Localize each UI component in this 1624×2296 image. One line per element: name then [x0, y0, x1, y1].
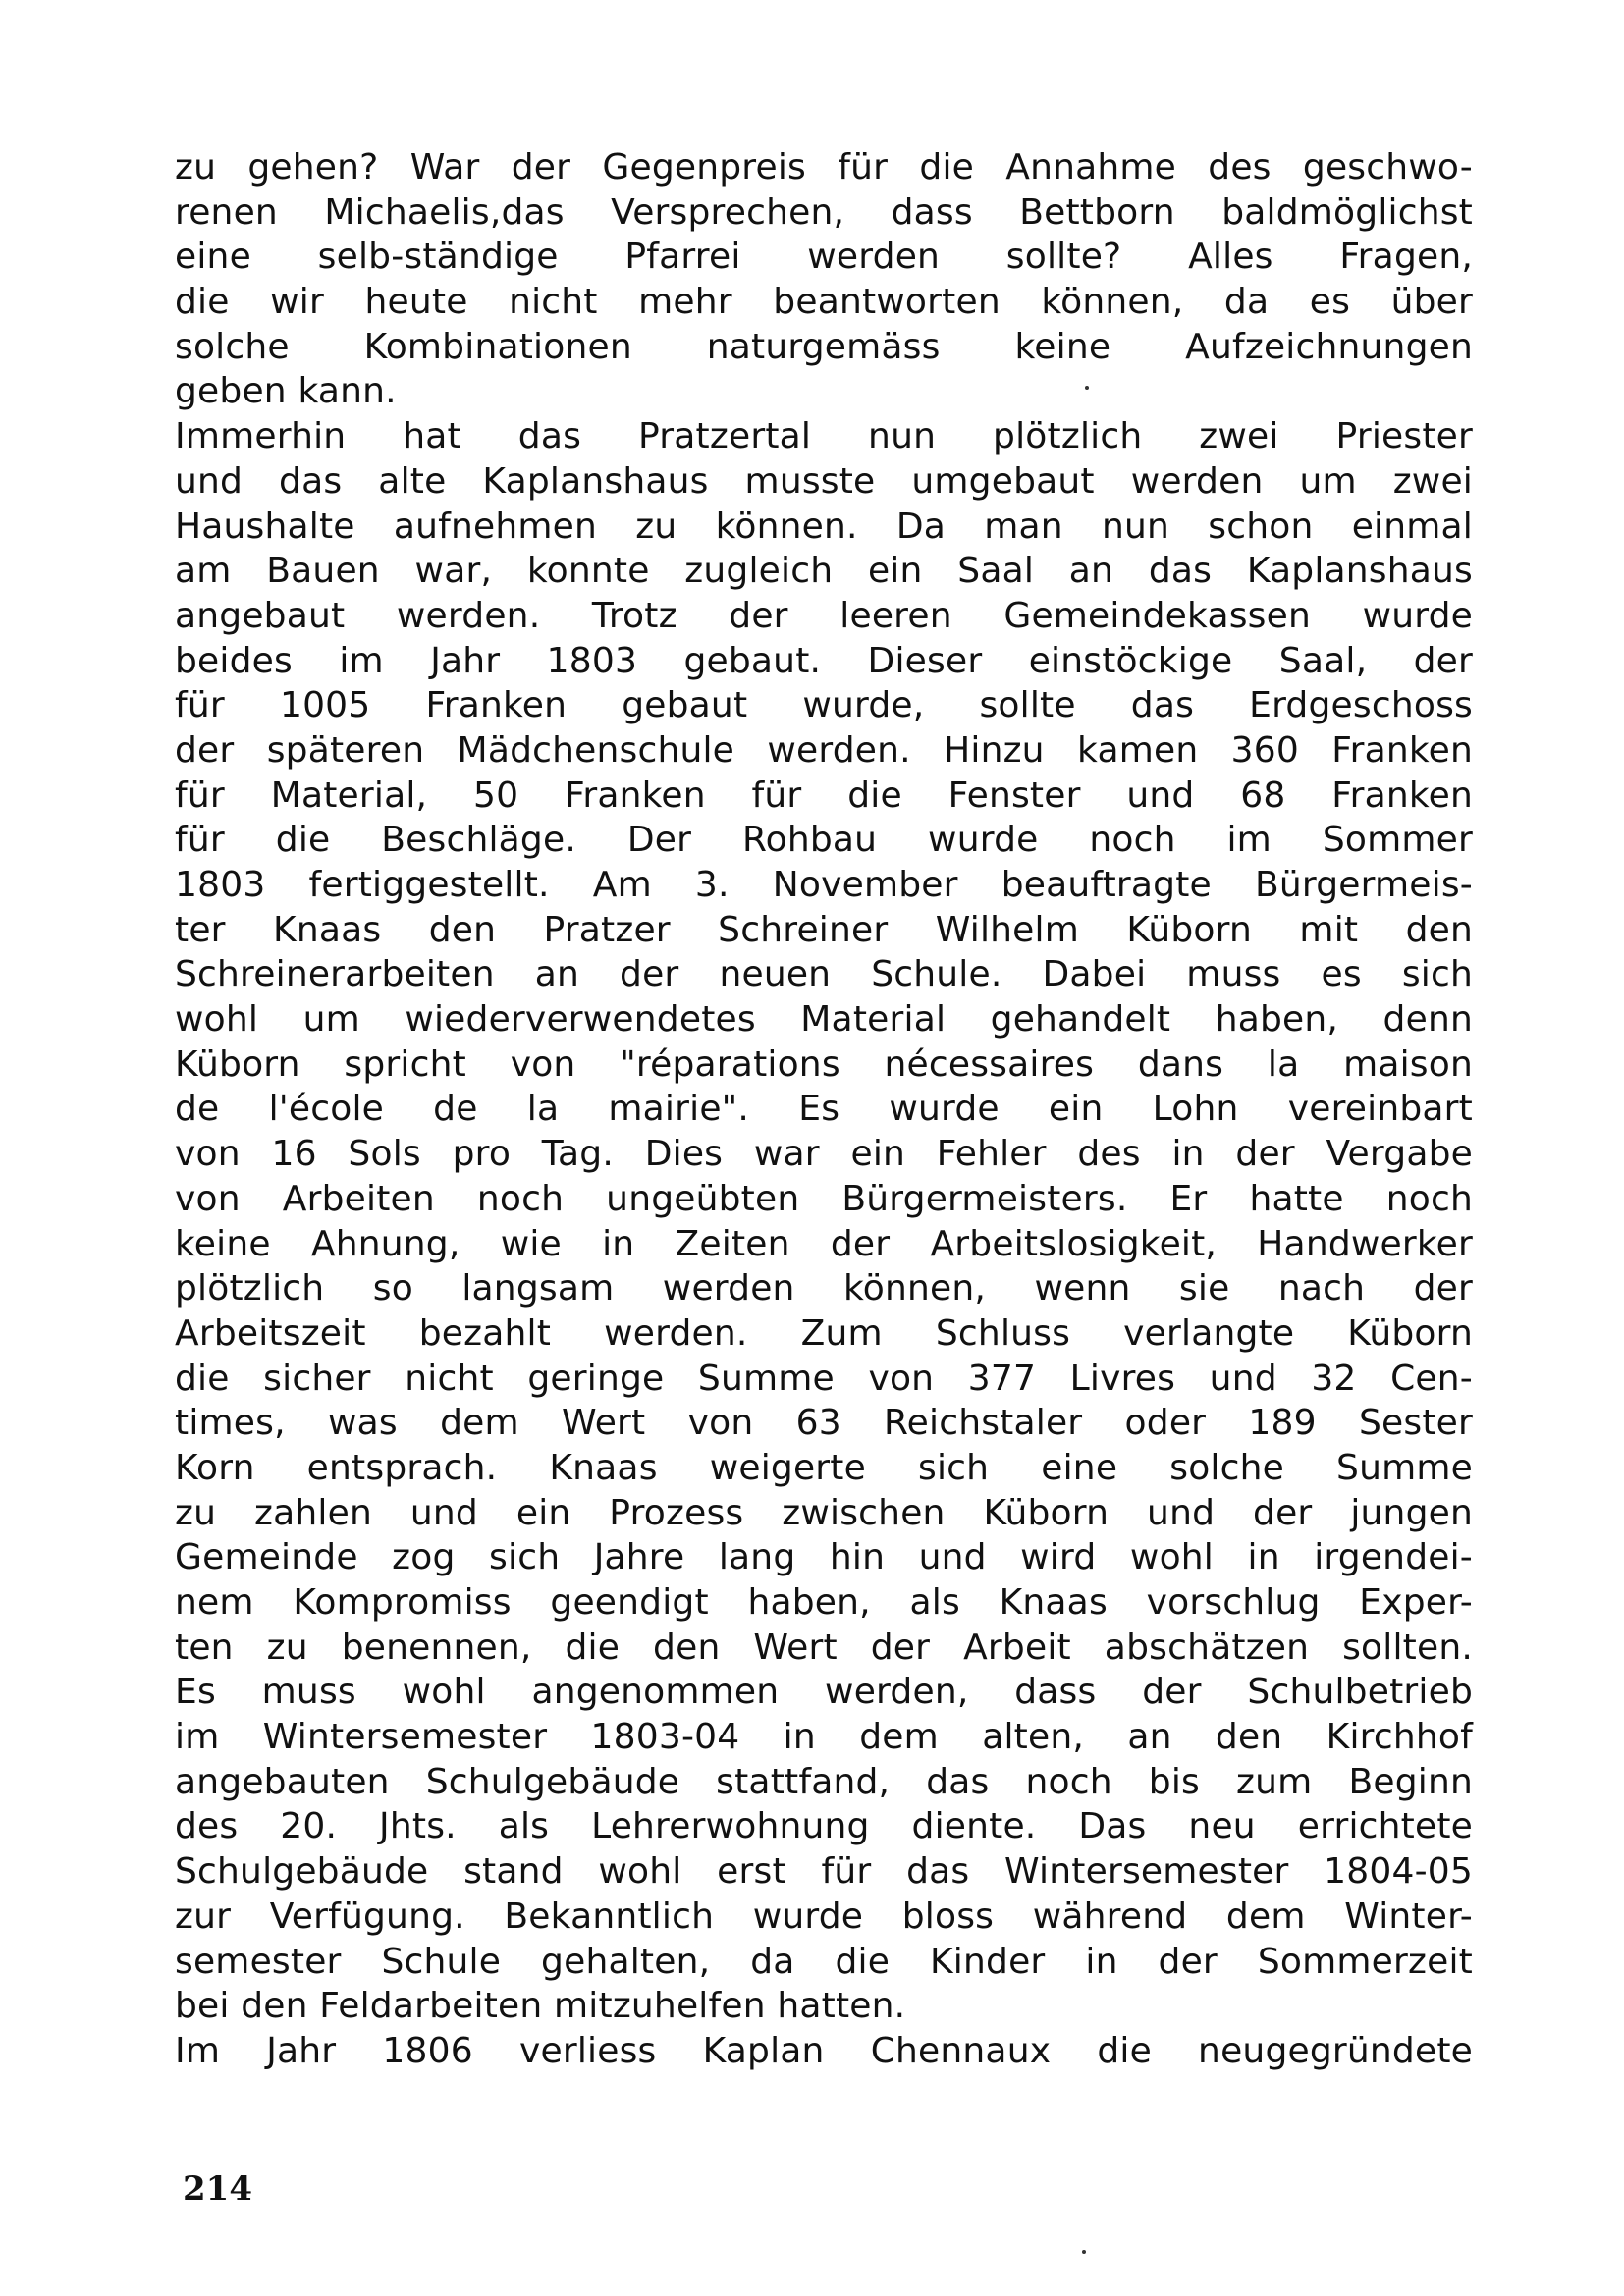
text-line: Korn entsprach. Knaas weigerte sich eine solche Summe: [175, 1447, 1473, 1488]
body-text: [175, 145, 1473, 2074]
print-speck: [1082, 2250, 1086, 2254]
text-line: zu gehen? War der Gegenpreis für die Annahme des geschwo-: [175, 147, 1473, 187]
text-line: eine selb-ständige Pfarrei werden sollte? Alles Fragen,: [175, 237, 1473, 278]
text-line: Arbeitszeit bezahlt werden. Zum Schluss verlangte Küborn: [175, 1312, 1473, 1354]
text-line: times, was dem Wert von 63 Reichstaler oder 189 Sester: [175, 1403, 1473, 1444]
text-line: zur Verfügung. Bekanntlich wurde bloss während dem Winter-: [175, 1896, 1473, 1937]
text-line: 1803 fertiggestellt. Am 3. November beauftragte Bürgermeis-: [175, 865, 1473, 905]
text-line: von 16 Sols pro Tag. Dies war ein Fehler des in der Vergabe: [175, 1134, 1473, 1175]
text-line: wohl um wiederverwendetes Material gehandelt haben, denn: [175, 999, 1473, 1041]
text-line: für die Beschläge. Der Rohbau wurde noch im Sommer: [175, 820, 1473, 861]
text-line: solche Kombinationen naturgemäss keine Aufzeichnungen: [175, 326, 1473, 367]
text-line: von Arbeiten noch ungeübten Bürgermeisters. Er hatte noch: [175, 1178, 1473, 1219]
text-line: nem Kompromiss geendigt haben, als Knaas vorschlug Exper-: [175, 1582, 1473, 1623]
text-line: ten zu benennen, die den Wert der Arbeit abschätzen sollten.: [175, 1627, 1473, 1668]
text-line: Haushalte aufnehmen zu können. Da man nun schon einmal: [175, 506, 1473, 547]
text-line: die sicher nicht geringe Summe von 377 Livres und 32 Cen-: [175, 1358, 1473, 1399]
text-line: für Material, 50 Franken für die Fenster und 68 Franken: [175, 774, 1473, 816]
text-line: der späteren Mädchenschule werden. Hinzu kamen 360 Franken: [175, 729, 1473, 771]
text-line: angebauten Schulgebäude stattfand, das noch bis zum Beginn: [175, 1761, 1473, 1802]
text-line: geben kann.: [175, 371, 397, 412]
text-line: Schreinerarbeiten an der neuen Schule. Dabei muss es sich: [175, 954, 1473, 995]
text-line: für 1005 Franken gebaut wurde, sollte das Erdgeschoss: [175, 685, 1473, 726]
text-line: zu zahlen und ein Prozess zwischen Küborn und der jungen: [175, 1492, 1473, 1533]
text-line: des 20. Jhts. als Lehrerwohnung diente. Das neu errichtete: [175, 1806, 1473, 1847]
text-line: Schulgebäude stand wohl erst für das Wintersemester 1804-05: [175, 1851, 1473, 1893]
text-line: angebaut werden. Trotz der leeren Gemeindekassen wurde: [175, 595, 1473, 636]
text-line: die wir heute nicht mehr beantworten können, da es über: [175, 282, 1473, 323]
text-line: beides im Jahr 1803 gebaut. Dieser einstöckige Saal, der: [175, 640, 1473, 681]
text-line: und das alte Kaplanshaus musste umgebaut werden um zwei: [175, 460, 1473, 502]
text-line: Immerhin hat das Pratzertal nun plötzlich zwei Priester: [175, 416, 1473, 457]
text-line: Im Jahr 1806 verliess Kaplan Chennaux die neugegründete: [175, 2030, 1473, 2071]
page-number: 214: [183, 2169, 252, 2209]
text-line: Gemeinde zog sich Jahre lang hin und wird wohl in irgendei-: [175, 1537, 1473, 1578]
text-line: plötzlich so langsam werden können, wenn sie nach der: [175, 1268, 1473, 1309]
text-line: bei den Feldarbeiten mitzuhelfen hatten.: [175, 1986, 906, 2027]
print-speck: [1085, 386, 1089, 390]
text-line: de l'école de la mairie". Es wurde ein Lohn vereinbart: [175, 1089, 1473, 1130]
text-line: im Wintersemester 1803-04 in dem alten, an den Kirchhof: [175, 1717, 1473, 1758]
text-line: am Bauen war, konnte zugleich ein Saal an das Kaplanshaus: [175, 551, 1473, 592]
text-line: keine Ahnung, wie in Zeiten der Arbeitslosigkeit, Handwerker: [175, 1223, 1473, 1264]
text-line: Küborn spricht von "réparations nécessaires dans la maison: [175, 1043, 1473, 1085]
text-line: ter Knaas den Pratzer Schreiner Wilhelm Küborn mit den: [175, 909, 1473, 950]
text-line: renen Michaelis,das Versprechen, dass Bettborn baldmöglichst: [175, 191, 1473, 233]
text-line: semester Schule gehalten, da die Kinder in der Sommerzeit: [175, 1941, 1473, 1982]
text-line: Es muss wohl angenommen werden, dass der Schulbetrieb: [175, 1672, 1473, 1713]
